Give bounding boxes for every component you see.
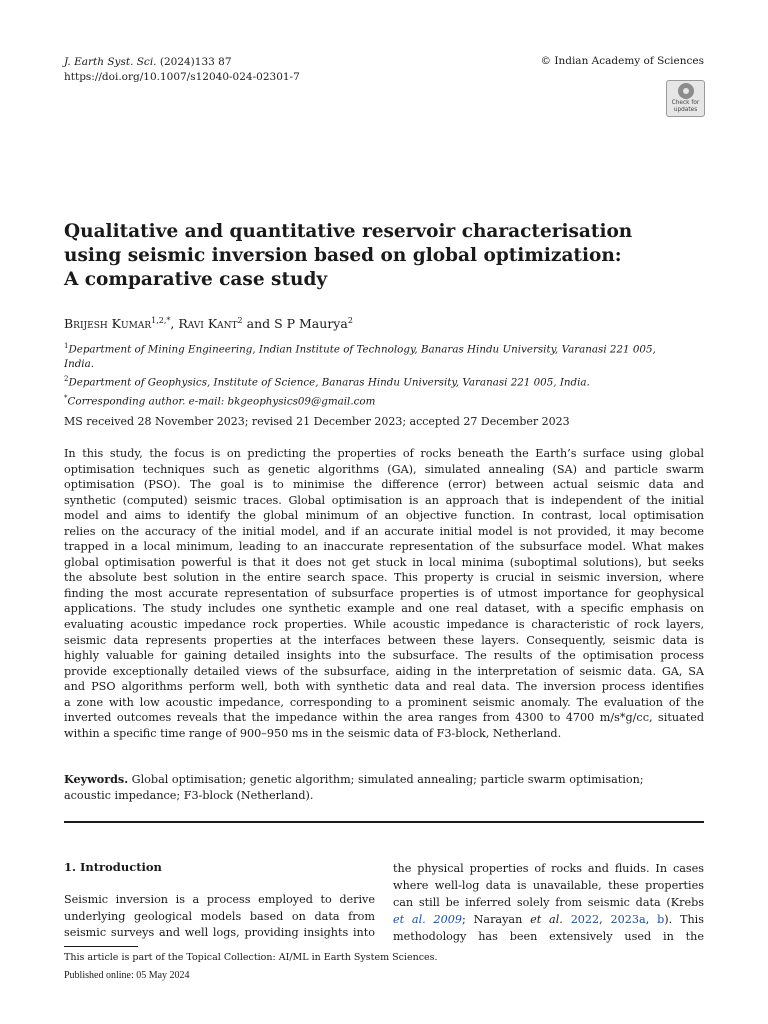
doi-link[interactable]: https://doi.org/10.1007/s12040-024-02301-7 [64,71,300,83]
author-affiliation-mark: 2 [347,316,353,325]
abstract-line: optimisation techniques such as genetic algorithms (GA), simulated annealing (SA) and particle swarm [64,462,704,476]
journal-volume: (2024)133 87 [159,56,232,68]
body-line [393,894,704,911]
badge-text-2: updates [673,107,698,113]
author-name: Brijesh Kumar [64,316,152,332]
section-divider [64,821,704,823]
affiliation-mark: 2 [64,375,69,384]
journal-citation [64,55,300,70]
citation-link[interactable]: 2023a [610,913,646,926]
citation-link[interactable]: 2022 [570,913,600,926]
author-name: Ravi Kant [178,316,238,332]
title-line: A comparative case study [64,269,328,290]
corresponding-text: Corresponding author. e-mail: bkgeophysics09@gmail.com [67,395,376,408]
published-date: Published online: 05 May 2024 [64,970,190,981]
abstract-line: optimisation (PSO). The goal is to minimise the difference (error) between actual seismic data and [64,478,704,492]
keywords-text: Global optimisation; genetic algorithm; simulated annealing; particle swarm optimisation; [131,773,644,786]
section-heading: 1. Introduction [64,860,162,874]
abstract-line: and PSO algorithms perform well, both with synthetic data and real data. The inversion process identifies [64,680,704,694]
paper-title [64,220,704,292]
journal-name: J. Earth Syst. Sci. [64,56,157,68]
author-name: and S P Maurya [242,316,348,332]
body-text: , [645,913,658,926]
body-text: ; Narayan [462,913,531,926]
body-line: the physical properties of rocks and fluids. In cases [393,862,704,875]
title-line: Qualitative and quantitative reservoir characterisation [64,221,633,242]
body-line: methodology has been extensively used in the [393,930,704,943]
affiliation-mark: 1 [64,342,69,350]
footnote-divider [64,946,138,947]
abstract-line: synthetic (computed) seismic traces. Global optimisation is an approach that is independent of the initial [64,493,704,507]
body-text: ). This [664,913,704,926]
affiliation-1-cont: India. [64,358,94,371]
abstract-line: applications. The study includes one synthetic example and one real dataset, with a specific emphasis on [64,602,704,616]
keywords [64,772,704,803]
abstract-line: a zone with low acoustic impedance, corresponding to a prominent seismic anomaly. The evaluation of the [64,695,704,709]
abstract-line: evaluating acoustic impedance rock properties. While acoustic impedance is characteristic of rock layers, [64,618,704,632]
affiliation-2 [64,372,704,390]
abstract-line: relies on the accuracy of the initial model, and if an accurate initial model is not provided, it may become [64,524,704,538]
affiliation-text: Department of Mining Engineering, Indian Institute of Technology, Banaras Hindu University, Varanasi 221 005, [68,343,656,356]
manuscript-dates: MS received 28 November 2023; revised 21 December 2023; accepted 27 December 2023 [64,415,570,428]
abstract [64,446,704,741]
keywords-line [64,772,704,788]
body-line: seismic surveys and well logs, providing insights into [64,926,375,939]
author-affiliation-mark: 2 [237,316,243,325]
journal-header [64,55,300,85]
badge-text-1: Check for [671,100,700,106]
citation-link[interactable]: et al. 2009 [393,913,463,926]
affiliation-1 [64,339,704,357]
corresponding-author [64,391,704,409]
abstract-line: inverted outcomes reveals that the impedance within the area ranges from 4300 to 4700 m/s*g/cc, situated [64,711,704,725]
crossmark-icon [678,83,694,99]
abstract-line: seismic data represents properties at the interfaces between these layers. Consequently, seismic data is [64,633,704,647]
body-text: et al. [530,913,563,926]
body-line [393,911,704,928]
affiliation-text: Department of Geophysics, Institute of Science, Banaras Hindu University, Varanasi 221 005, India. [68,376,590,389]
corresponding-mark: * [64,393,68,402]
abstract-line: the absolute best solution in the entire search space. This property is crucial in seismic inversion, where [64,571,704,585]
abstract-line: In this study, the focus is on predicting the properties of rocks beneath the Earth’s surface using global [64,447,704,460]
abstract-line: model and aims to identify the global minimum of an objective function. In contrast, local optimisation [64,509,704,523]
abstract-line: provide exceptionally detailed views of the subsurface, aiding in the interpretation of seismic data. GA, SA [64,664,704,678]
citation-link[interactable]: b [657,913,665,926]
footnote: This article is part of the Topical Collection: AI/ML in Earth System Sciences. [64,952,438,963]
title-line: using seismic inversion based on global optimization: [64,245,622,266]
check-for-updates-badge[interactable] [666,80,705,117]
body-text: , [599,913,611,926]
body-text [563,913,571,926]
body-line: underlying geological models based on data from [64,909,375,923]
keywords-label: Keywords. [64,772,129,786]
abstract-line: within a specific time range of 900–950 ms in the seismic data of F3-block, Netherland. [64,726,562,740]
abstract-line: trapped in a local minimum, leading to an inaccurate representation of the subsurface model. What makes [64,540,704,554]
publisher-copyright: © Indian Academy of Sciences [540,55,704,67]
intro-left-column [64,892,375,942]
affiliations [64,339,704,409]
body-text: can still be inferred solely from seismic data (Krebs [393,896,704,909]
keywords-line: acoustic impedance; F3-block (Netherland). [64,788,314,802]
abstract-line: finding the most accurate representation of subsurface properties is of utmost importance for geophysical [64,586,704,600]
author-separator: , [170,316,179,332]
abstract-line: highly valuable for gaining detailed insights into the subsurface. The results of the optimisation process [64,649,704,663]
body-line: Seismic inversion is a process employed to derive [64,893,375,906]
intro-right-column [393,860,704,945]
body-line: where well-log data is unavailable, these properties [393,879,704,892]
abstract-line: global optimisation powerful is that it does not get stuck in local minima (suboptimal solutions), but seeks [64,555,704,569]
author-affiliation-mark: 1,2,* [151,316,171,325]
author-list [64,316,353,331]
